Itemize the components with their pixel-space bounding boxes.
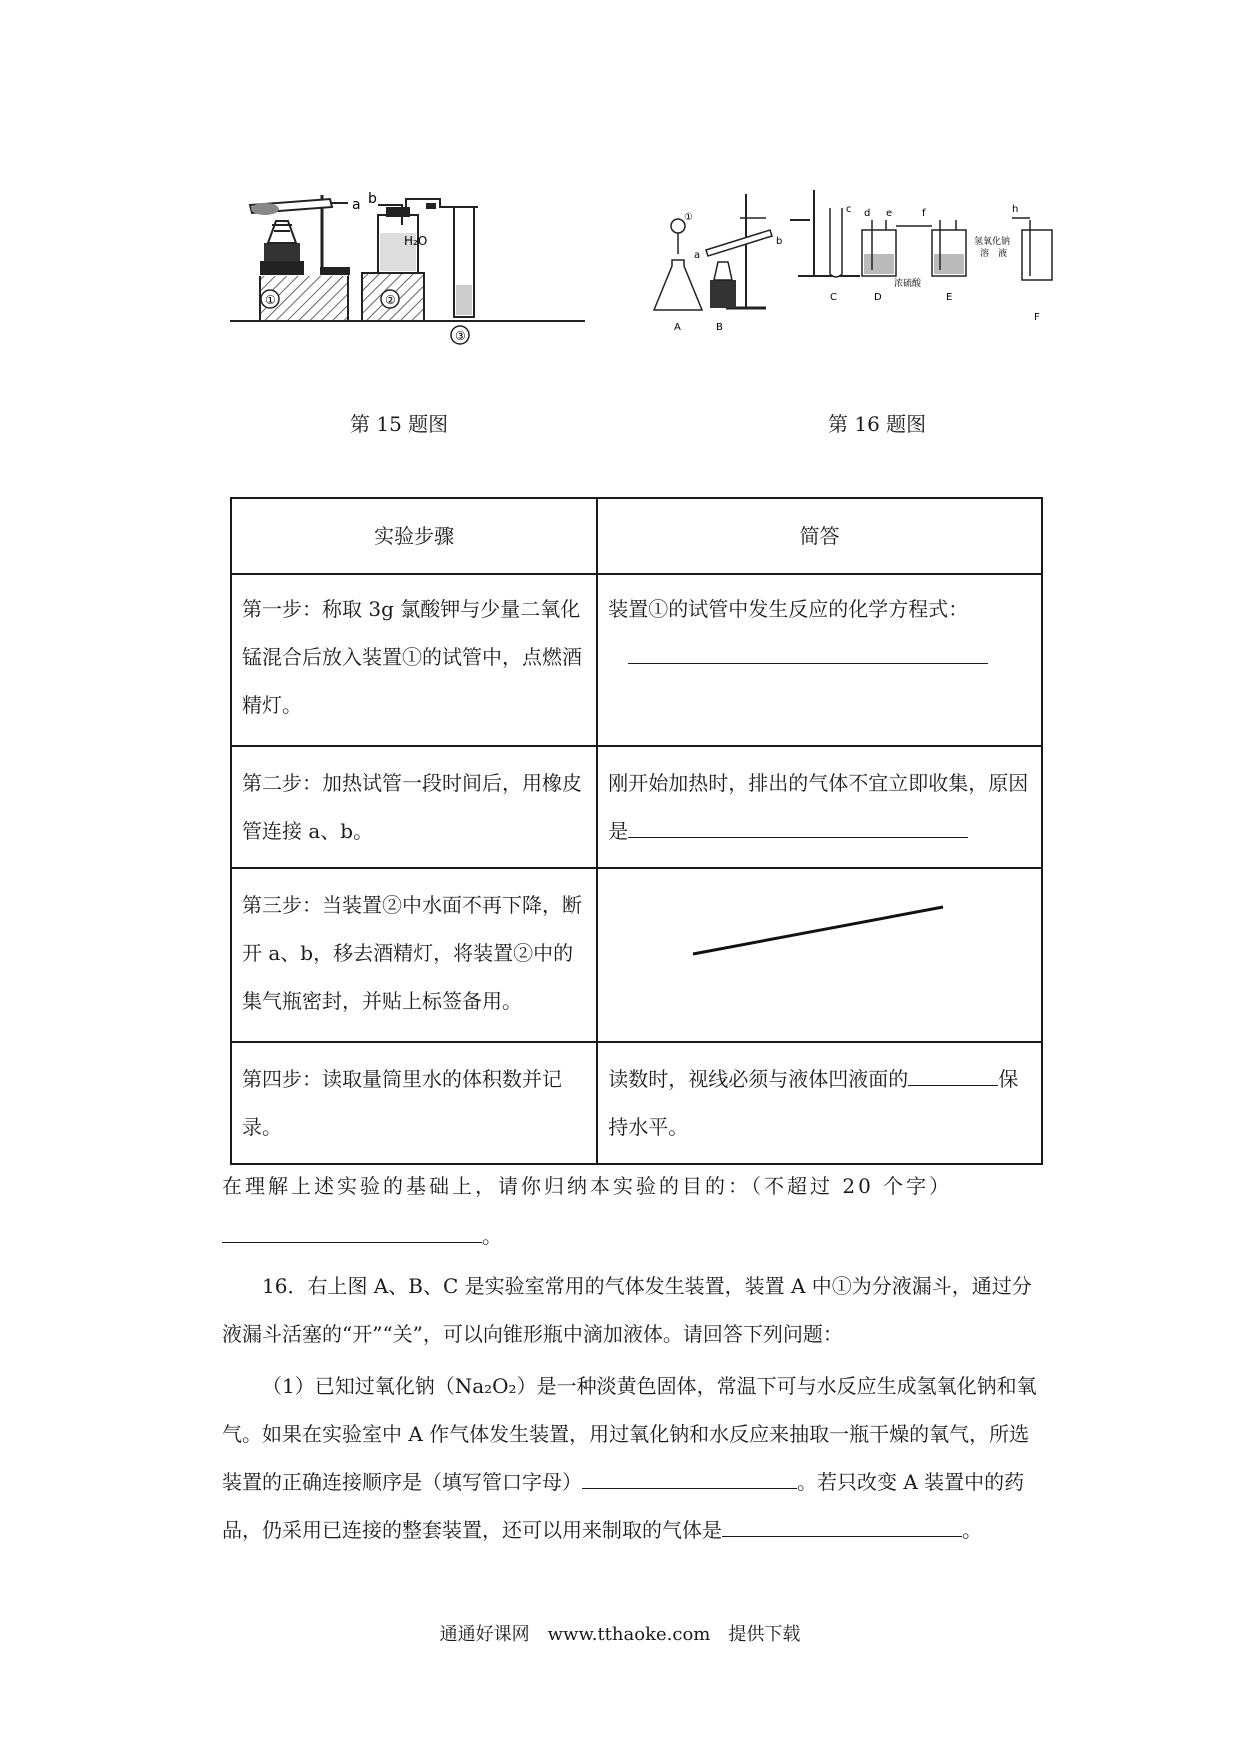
figure-15-caption: 第 15 题图 bbox=[350, 412, 449, 436]
answer-1-blank[interactable] bbox=[628, 639, 988, 664]
purpose-prompt-text: 在理解上述实验的基础上，请你归纳本实验的目的：（不超过 20 个字） bbox=[222, 1174, 953, 1198]
fig16-label-F: F bbox=[1034, 312, 1040, 323]
table-header-answer: 简答 bbox=[597, 498, 1042, 574]
figure-16-caption: 第 16 题图 bbox=[828, 412, 927, 436]
table-row bbox=[231, 1042, 1042, 1164]
fig16-label-E: E bbox=[946, 292, 953, 303]
figure-15-apparatus bbox=[230, 185, 590, 345]
q16-part1-end: 。 bbox=[962, 1518, 982, 1542]
fig16-label-C: C bbox=[830, 292, 837, 303]
table-header-row bbox=[231, 498, 1042, 574]
fig16-label-h: h bbox=[1012, 204, 1019, 215]
fig16-label-f: f bbox=[922, 208, 926, 219]
step-3-text: 第三步：当装置②中水面不再下降，断开 a、b，移去酒精灯，将装置②中的集气瓶密封，并贴上标签备用。 bbox=[242, 893, 582, 1013]
purpose-blank[interactable] bbox=[222, 1218, 482, 1243]
fig15-label-water: H₂O bbox=[404, 234, 428, 248]
table-row bbox=[231, 574, 1042, 746]
step-2-text: 第二步：加热试管一段时间后，用橡皮管连接 a、b。 bbox=[242, 771, 582, 843]
question-16-intro bbox=[222, 1262, 1042, 1358]
figure-16-apparatus bbox=[650, 190, 1060, 340]
q16-part1-text-a: （1）已知过氧化钠（Na₂O₂）是一种淡黄色固体，常温下可与水反应生成氢氧化钠和氧气。如果在实验室中 A 作气体发生装置，用过氧化钠和水反应来抽取一瓶干燥的氧气，所选装置的正确连接顺序是（填写管口字母） bbox=[222, 1374, 1037, 1494]
question-16-part-1 bbox=[222, 1362, 1042, 1554]
fig16-label-B: B bbox=[716, 322, 723, 333]
page-footer: 通通好课网 www.tthaoke.com 提供下载 bbox=[439, 1624, 801, 1645]
fig15-label-1: ① bbox=[265, 293, 276, 307]
purpose-end: 。 bbox=[482, 1224, 502, 1248]
fig16-label-naoh1: 氢氧化钠 bbox=[974, 237, 1011, 247]
experiment-purpose-answer bbox=[222, 1212, 1042, 1260]
fig16-label-funnel: ① bbox=[684, 212, 693, 223]
fig16-label-b: b bbox=[776, 236, 783, 247]
table-row bbox=[231, 746, 1042, 868]
q16-other-gas-blank[interactable] bbox=[722, 1512, 962, 1537]
fig15-label-3: ③ bbox=[455, 329, 466, 343]
answer-2-text: 刚开始加热时，排出的气体不宜立即收集，原因是 bbox=[608, 771, 1029, 843]
step-1-text: 第一步：称取 3g 氯酸钾与少量二氧化锰混合后放入装置①的试管中，点燃酒精灯。 bbox=[242, 597, 582, 717]
fig16-label-e: e bbox=[886, 208, 893, 219]
table-header-steps: 实验步骤 bbox=[231, 498, 597, 574]
answer-3-struck-line bbox=[598, 869, 1043, 1039]
experiment-steps-table bbox=[230, 497, 1043, 1165]
answer-4-text-pre: 读数时，视线必须与液体凹液面的 bbox=[608, 1067, 909, 1091]
fig16-label-naoh2: 溶 液 bbox=[980, 249, 1008, 259]
fig15-label-b: b bbox=[368, 191, 377, 207]
fig15-label-2: ② bbox=[385, 293, 396, 307]
q16-part1-text-b: 。若只改变 A 装置中的药品，仍采用已连接的整套装置，还可以用来制取的气体是 bbox=[222, 1470, 1025, 1542]
fig16-label-A: A bbox=[674, 322, 681, 333]
fig16-label-c: c bbox=[846, 204, 852, 215]
fig16-label-acid: 浓硫酸 bbox=[894, 279, 922, 289]
fig16-label-d: d bbox=[864, 208, 871, 219]
answer-4-blank[interactable] bbox=[908, 1061, 998, 1086]
fig16-label-D: D bbox=[874, 292, 882, 303]
experiment-purpose-prompt bbox=[222, 1162, 1042, 1210]
fig16-label-a: a bbox=[694, 250, 701, 261]
table-row bbox=[231, 868, 1042, 1042]
step-4-text: 第四步：读取量筒里水的体积数并记录。 bbox=[242, 1067, 562, 1139]
q16-connection-order-blank[interactable] bbox=[582, 1464, 797, 1489]
answer-1-text: 装置①的试管中发生反应的化学方程式： bbox=[608, 597, 969, 621]
answer-2-blank[interactable] bbox=[628, 813, 968, 838]
q16-intro-text: 16．右上图 A、B、C 是实验室常用的气体发生装置，装置 A 中①为分液漏斗，通过分液漏斗活塞的“开”“关”，可以向锥形瓶中滴加液体。请回答下列问题： bbox=[222, 1274, 1032, 1346]
fig15-label-a: a bbox=[352, 197, 361, 213]
answer-4-text-post: 保持水平。 bbox=[608, 1067, 1019, 1139]
